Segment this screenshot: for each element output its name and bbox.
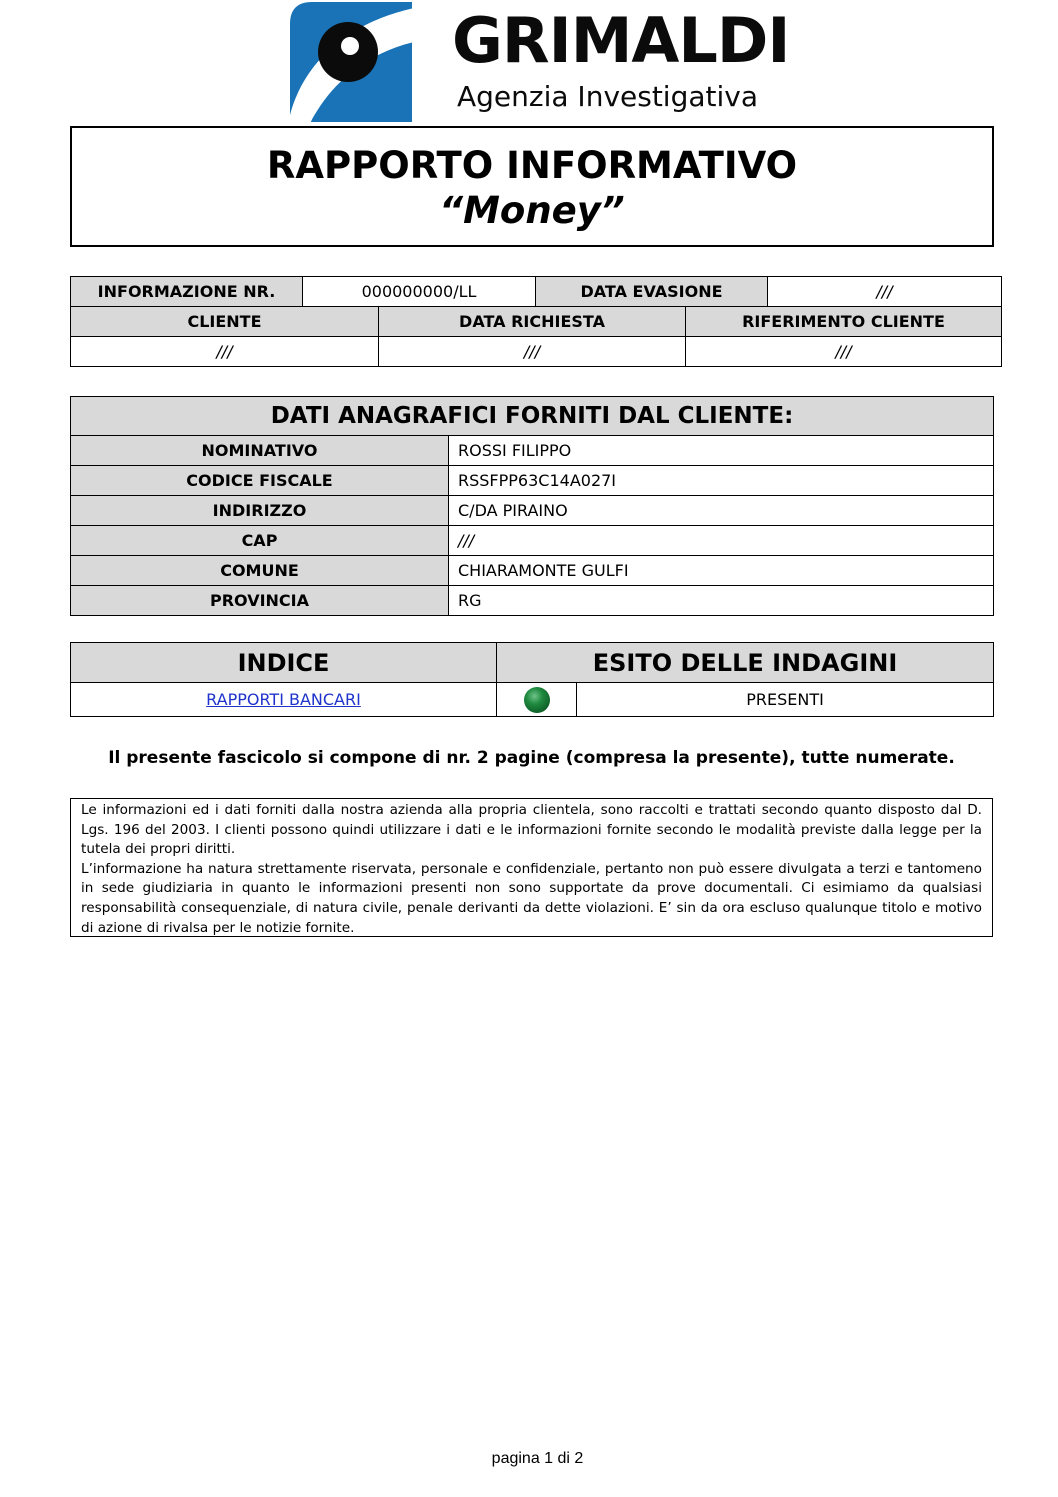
- row-label: NOMINATIVO: [71, 436, 449, 466]
- row-value: RG: [449, 586, 994, 616]
- riferimento-cliente-value: ///: [686, 337, 1002, 367]
- report-title-box: [70, 126, 994, 247]
- data-richiesta-value: ///: [379, 337, 686, 367]
- row-label: CODICE FISCALE: [71, 466, 449, 496]
- row-label: INDIRIZZO: [71, 496, 449, 526]
- rapporti-bancari-cell: [71, 683, 497, 717]
- company-logo: [290, 2, 790, 122]
- riferimento-cliente-label: RIFERIMENTO CLIENTE: [686, 307, 1002, 337]
- eye-logo-icon: [290, 2, 412, 122]
- esito-result: PRESENTI: [577, 683, 994, 717]
- report-title: RAPPORTO INFORMATIVO: [266, 144, 798, 187]
- informazione-value: 000000000/LL: [303, 277, 536, 307]
- disclaimer-box: [70, 798, 993, 937]
- page-number: pagina 1 di 2: [491, 1450, 584, 1467]
- rapporti-bancari-link[interactable]: RAPPORTI BANCARI: [206, 690, 361, 709]
- row-value: RSSFPP63C14A027I: [449, 466, 994, 496]
- row-label: PROVINCIA: [71, 586, 449, 616]
- table-row: [71, 496, 994, 526]
- cliente-label: CLIENTE: [71, 307, 379, 337]
- row-value: C/DA PIRAINO: [449, 496, 994, 526]
- disclaimer-paragraph: L’informazione ha natura strettamente riservata, personale e confidenziale, pertanto non può essere divulgata a terzi e tantomeno in sede giudiziaria in quanto le informazioni presenti non sono supportate da prove documentali. Ci esimiamo da qualsiasi responsabilità consequenziale, di natura civile, penale derivanti da dette violazioni. E’ sin da ora escluso qualunque titolo e motivo di azione di rivalsa per le notizie fornite.: [81, 860, 982, 936]
- informazione-label: INFORMAZIONE NR.: [71, 277, 303, 307]
- status-cell: [497, 683, 577, 717]
- logo-name: GRIMALDI: [452, 4, 790, 77]
- data-evasione-value: ///: [768, 277, 1002, 307]
- data-richiesta-label: DATA RICHIESTA: [379, 307, 686, 337]
- status-dot-icon: [524, 687, 550, 713]
- table-row: [71, 586, 994, 616]
- table-row: [71, 526, 994, 556]
- row-value: ///: [449, 526, 994, 556]
- row-label: CAP: [71, 526, 449, 556]
- indice-heading: INDICE: [71, 643, 497, 683]
- logo-subtitle: Agenzia Investigativa: [457, 80, 758, 113]
- anagrafica-heading: DATI ANAGRAFICI FORNITI DAL CLIENTE:: [71, 397, 994, 436]
- report-subtitle: “Money”: [439, 189, 625, 232]
- row-value: ROSSI FILIPPO: [449, 436, 994, 466]
- cliente-value: ///: [71, 337, 379, 367]
- info-table-client: [70, 306, 1002, 367]
- info-table: [70, 276, 1002, 307]
- indice-table: [70, 642, 994, 717]
- row-value: CHIARAMONTE GULFI: [449, 556, 994, 586]
- pages-note: Il presente fascicolo si compone di nr. 2 pagine (compresa la presente), tutte numerate.: [108, 748, 955, 768]
- disclaimer-paragraph: Le informazioni ed i dati forniti dalla nostra azienda alla propria clientela, sono raccolti e trattati secondo quanto disposto dal D. Lgs. 196 del 2003. I clienti possono quindi utilizzare i dati e le informazioni fornite secondo le modalità previste dalla legge per la tutela dei propri diritti.: [81, 802, 982, 858]
- table-row: [71, 436, 994, 466]
- anagrafica-table: [70, 396, 994, 616]
- esito-heading: ESITO DELLE INDAGINI: [497, 643, 994, 683]
- row-label: COMUNE: [71, 556, 449, 586]
- table-row: [71, 556, 994, 586]
- data-evasione-label: DATA EVASIONE: [536, 277, 768, 307]
- table-row: [71, 466, 994, 496]
